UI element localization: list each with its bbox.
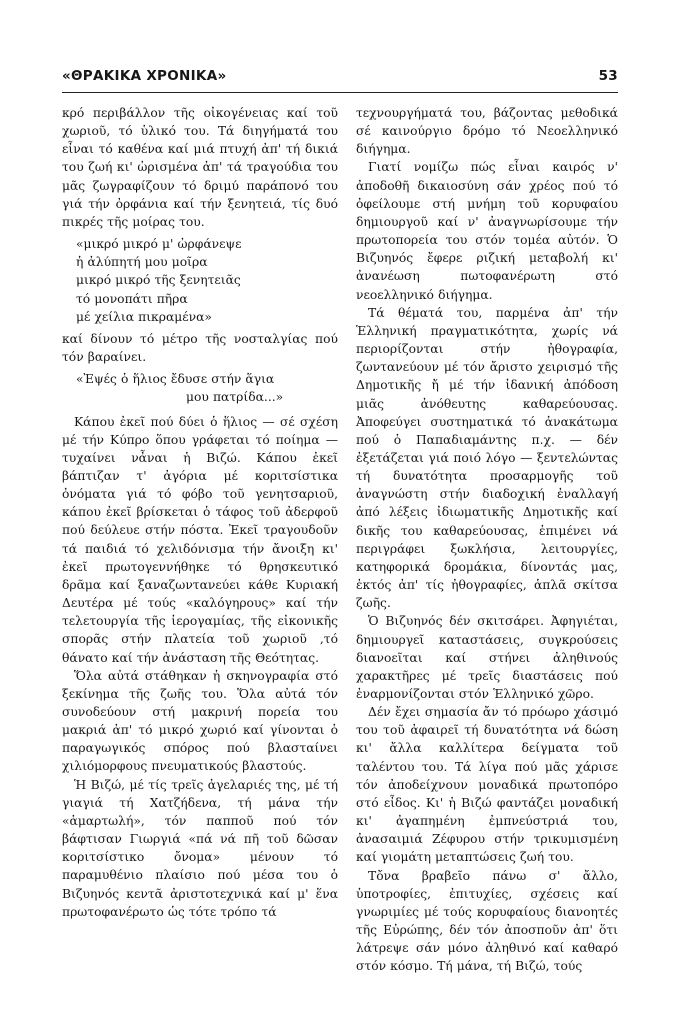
paragraph: Ὅλα αὐτά στάθηκαν ἡ σκηνογραφία στό ξεκίνημα τῆς ζωῆς του. Ὅλα αὐτά τόν συνοδεύουν στή μακρινή πορεία του μακριά ἀπ' τό μικρό χωριό καί γίνονται ὁ παραγωγικός σπόρος πού βλασταίνει χιλιόμορφους πνευματικούς βλαστούς. [62,668,338,774]
journal-title: «ΘΡΑΚΙΚΑ ΧΡΟΝΙΚΑ» [62,68,227,84]
paragraph: Γιατί νομίζω πώς εἶναι καιρός ν' ἀποδοθῆ δικαιοσύνη σάν χρέος πού τό ὀφείλουμε στή μνήμη τοῦ κορυφαίου δημιουργοῦ καί ν' ἀναγνωρίσουμε τήν πρωτοπορεία του στόν τομέα αὐτόν. Ὁ Βιζυηνός ἔφερε ριζική μεταβολή κι' ἀνανέωση πωτοφανέρωτη στό νεοελληνικό διήγημα. [356,160,618,302]
running-header [62,66,618,88]
paragraph: Κάπου ἐκεῖ πού δύει ὁ ἥλιος — σέ σχέση μέ τήν Κύπρο ὅπου γράφεται τό ποίημα — τυχαίνει νἆναι ἡ Βιζώ. Κάπου ἐκεῖ βάπτιζαν τ' ἀγόρια μέ κοριτσίστικα ὀνόματα γιά τό φόβο τοῦ γενητσαριοῦ, κάπου ἐκεῖ βρίσκεται ὁ τάφος τοῦ ἀδερφοῦ πού δεύλευε στήν πόστα. Ἐκεῖ τραγουδοῦν τά παιδιά τό χελιδόνισμα τήν ἄνοιξη κι' ἐκεῖ πρωτογεννήθηκε τό θρησκευτικό δρᾶμα καί ξαναζωντανεύει κάθε Κυριακή Δευτέρα μέ τούς «καλόγηρους» καί τήν τελετουργία τῆς ἱερογαμίας, τῆς εἰκονικῆς σπορᾶς στήν πλατεία τοῦ χωριοῦ ,τό θάνατο καί τήν ἀνάσταση τῆς Θεότητας. [62,414,338,665]
paragraph: καί δίνουν τό μέτρο τῆς νοσταλγίας πού τόν βαραίνει. [62,331,338,365]
verse-line: μου πατρίδα...» [186,390,284,405]
paragraph: Ἡ Βιζώ, μέ τίς τρεῖς ἀγελαριές της, μέ τή γιαγιά τή Χατζήδενα, τή μάνα τήν «ἁμαρτωλή», τόν παπποῦ πού τόν βάφτισαν Γιωργιά «πά νά πῆ τοῦ δῶσαν κοριτσίστικο ὄνομα» μένουν τό παραμυθένιο πλαίσιο πού μέσα του ὁ Βιζυηνός κεντᾶ ἀριστοτεχνικά καί μ' ἕνα πρωτοφανέρωτο ὡς τότε τρόπο τά [62,777,338,919]
paragraph: Τὄνα βραβεῖο πάνω σ' ἄλλο, ὑποτροφίες, ἐπιτυχίες, σχέσεις καί γνωριμίες μέ τούς κορυφαίους διανοητές τῆς Εὐρώπης, δέν τόν ἀποσποῦν ἀπ' ὅτι λάτρεψε σάν μόνο ἀληθινό καί καθαρό στόν κόσμο. Τή μάνα, τή Βιζώ, τούς [356,868,618,974]
paragraph: Δέν ἔχει σημασία ἄν τό πρόωρο χάσιμό του τοῦ ἀφαιρεῖ τή δυνατότητα νά δώση κι' ἄλλα καλλίτερα δείγματα τοῦ ταλέντου του. Τά λίγα πού μᾶς χάρισε τόν ἀποδείχνουν μοναδικά πρωτοπόρο στό εἶδος. Κι' ἡ Βιζώ φαντάζει μοναδική κι' ἀγαπημένη ἐμπνεύστριά του, ἀνασαιμιά Ζέφυρου στήν τρικυμισμένη καί γιομάτη μεταπτώσεις ζωή του. [356,705,618,865]
right-column [356,104,618,976]
header-rule [62,92,618,93]
page-number: 53 [598,68,618,84]
left-column [62,104,338,921]
verse-line: «μικρό μικρό μ' ὠρφάνεψε [76,237,242,252]
verse-line: μικρό μικρό τῆς ξενητειᾶς [76,273,241,288]
paragraph: Ὁ Βιζυηνός δέν σκιτσάρει. Ἀφηγιέται, δημιουργεῖ καταστάσεις, συγκρούσεις διανοεῖται καί στήνει ἀληθινούς χαρακτῆρες μέ τρεῖς διαστάσεις πού ἐναρμονίζονται στόν Ἑλληνικό χῶρο. [356,614,618,701]
verse-line: μέ χείλια πικραμένα» [76,309,212,324]
verse-line: τό μονοπάτι πῆρα [76,291,188,306]
verse-line: «Ἐψές ὁ ἥλιος ἔδυσε στήν ἅγια [76,372,275,387]
poem-excerpt [76,235,338,326]
paragraph: Τά θέματά του, παρμένα ἀπ' τήν Ἑλληνική πραγματικότητα, χωρίς νά περιορίζονται στήν ἠθογραφία, ζωντανεύουν μέ τόν ἄριστο χειρισμό τῆς Δημοτικῆς ἤ μέ τήν ἰδανική ἀπόδοση μιᾶς ἀνόθευτης καθαρεύουσας. Ἀποφεύγει συστηματικά τό ἀνακάτωμα πού ὁ Παπαδιαμάντης π.χ. — δέν ἐξετάζεται γιά ποιό λόγο — ξεντελώντας τή δυνατότητα προσαρμογῆς τοῦ ἀναγνώστη στήν διαδοχική ἐναλλαγή ἀπό λέξεις ἰδιωματικῆς Δημοτικῆς καί δικῆς του καθαρεύουσας, ἐπιμένει νά περιγράφει ξωκλήσια, λειτουργίες, κατηφορικά δρομάκια, δίνοντάς μας, ἐκτός ἀπ' τίς ἠθογραφίες, ἁπλᾶ σκίτσα ζωῆς. [356,305,618,611]
poem-excerpt [76,370,338,406]
verse-line: ἡ ἀλύπητή μου μοῖρα [76,255,208,270]
paragraph: κρό περιβάλλον τῆς οἰκογένειας καί τοῦ χωριοῦ, τό ὑλικό του. Τά διηγήματά του εἶναι τό καθένα καί μιά πτυχή ἀπ' τή δικιά του ζωή κι' ὡρισμένα ἀπ' τά τραγούδια του μᾶς ζωγραφίζουν τό δριμύ παράπονό του γιά τήν ὀρφάνια καί τήν ξενητειά, τίς δυό πικρές τῆς μοίρας του. [62,106,338,229]
paragraph: τεχνουργήματά του, βάζοντας μεθοδικά σέ καινούργιο δρόμο τό Νεοελληνικό διήγημα. [356,106,618,157]
